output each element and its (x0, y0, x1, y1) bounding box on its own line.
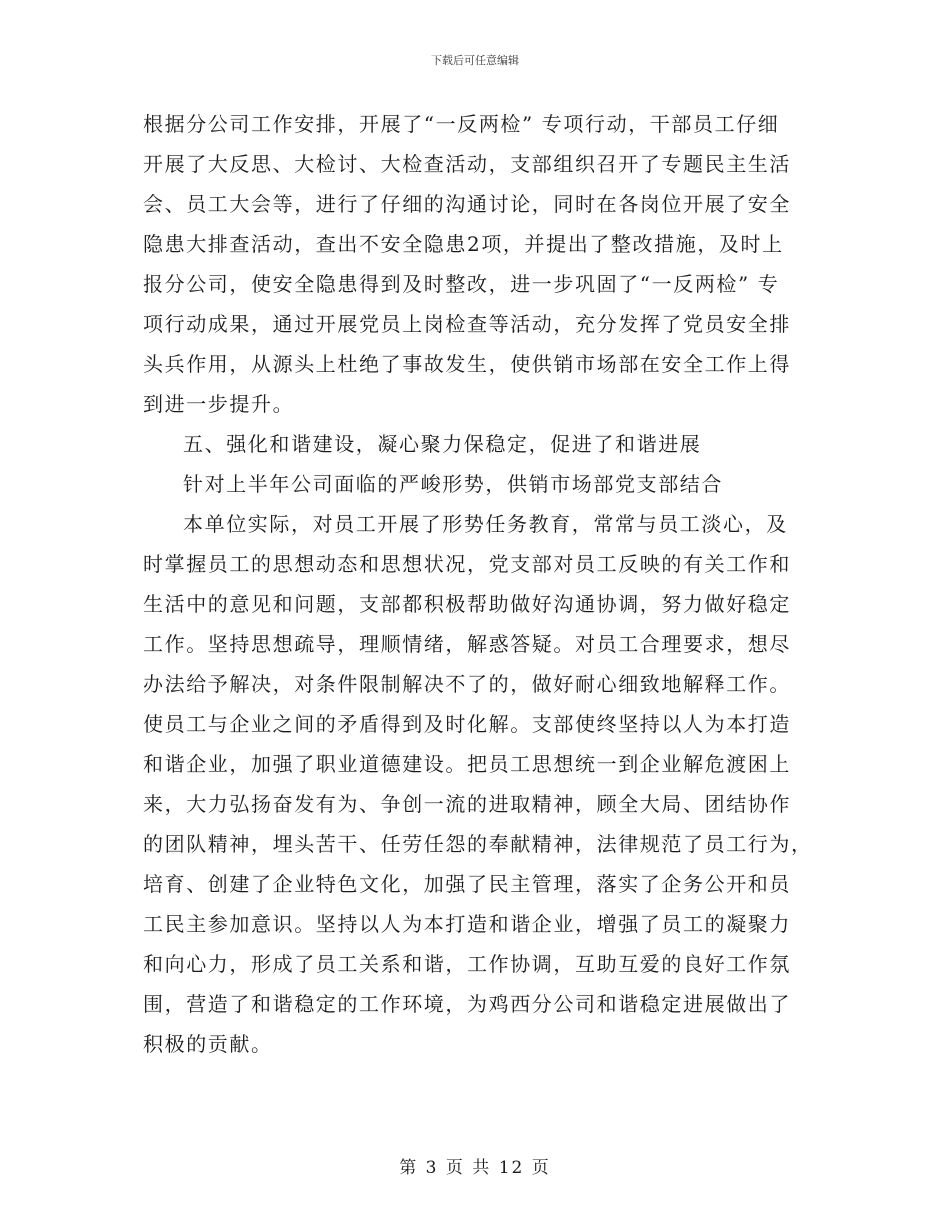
text-line: 工民主参加意识。坚持以人为本打造和谐企业，增强了员工的凝聚力 (143, 912, 791, 936)
text-line: 开展了大反思、大检讨、大检查活动，支部组织召开了专题民主生活 (143, 152, 791, 176)
page-number: 第 3 页 共 12 页 (399, 1158, 551, 1178)
text-line: 和向心力，形成了员工关系和谐，工作协调，互助互爱的良好工作氛 (143, 952, 791, 976)
text-line: 的团队精神，埋头苦干、任劳任怨的奉献精神，法律规范了员工行为， (143, 832, 813, 856)
text-line: 使员工与企业之间的矛盾得到及时化解。支部使终坚持以人为本打造 (143, 712, 791, 736)
text-line: 会、员工大会等，进行了仔细的沟通讨论，同时在各岗位开展了安全 (143, 192, 791, 216)
text-line: 到进一步提升。 (143, 392, 295, 416)
text-line: 和谐企业，加强了职业道德建设。把员工思想统一到企业解危渡困上 (143, 752, 791, 776)
text-line: 本单位实际，对员工开展了形势任务教育，常常与员工淡心，及 (183, 512, 788, 536)
text-line: 生活中的意见和问题，支部都积极帮助做好沟通协调，努力做好稳定 (143, 592, 791, 616)
section-heading: 五、强化和谐建设，凝心聚力保稳定，促进了和谐进展 (183, 432, 702, 456)
text-line: 积极的贡献。 (143, 1032, 273, 1056)
text-line: 办法给予解决，对条件限制解决不了的，做好耐心细致地解释工作。 (143, 672, 791, 696)
text-line: 培育、创建了企业特色文化，加强了民主管理，落实了企务公开和员 (143, 872, 791, 896)
text-line: 时掌握员工的思想动态和思想状况，党支部对员工反映的有关工作和 (143, 552, 791, 576)
document-body (143, 104, 813, 1064)
text-line: 针对上半年公司面临的严峻形势，供销市场部党支部结合 (183, 472, 723, 496)
text-line: 围，营造了和谐稳定的工作环境，为鸡西分公司和谐稳定进展做出了 (143, 992, 791, 1016)
text-line: 来，大力弘扬奋发有为、争创一流的进取精神，顾全大局、团结协作 (143, 792, 791, 816)
text-line: 隐患大排查活动，查出不安全隐患2项，并提出了整改措施，及时上 (143, 232, 784, 256)
text-line: 项行动成果，通过开展党员上岗检查等活动，充分发挥了党员安全排 (143, 312, 791, 336)
text-line: 根据分公司工作安排，开展了“一反两检” 专项行动，干部员工仔细 (143, 112, 780, 136)
text-line: 报分公司，使安全隐患得到及时整改，进一步巩固了“一反两检” 专 (143, 272, 780, 296)
text-line: 工作。坚持思想疏导，理顺情绪，解惑答疑。对员工合理要求，想尽 (143, 632, 791, 656)
page-header: 下载后可任意编辑 (431, 54, 519, 67)
text-line: 头兵作用，从源头上杜绝了事故发生，使供销市场部在安全工作上得 (143, 352, 791, 376)
